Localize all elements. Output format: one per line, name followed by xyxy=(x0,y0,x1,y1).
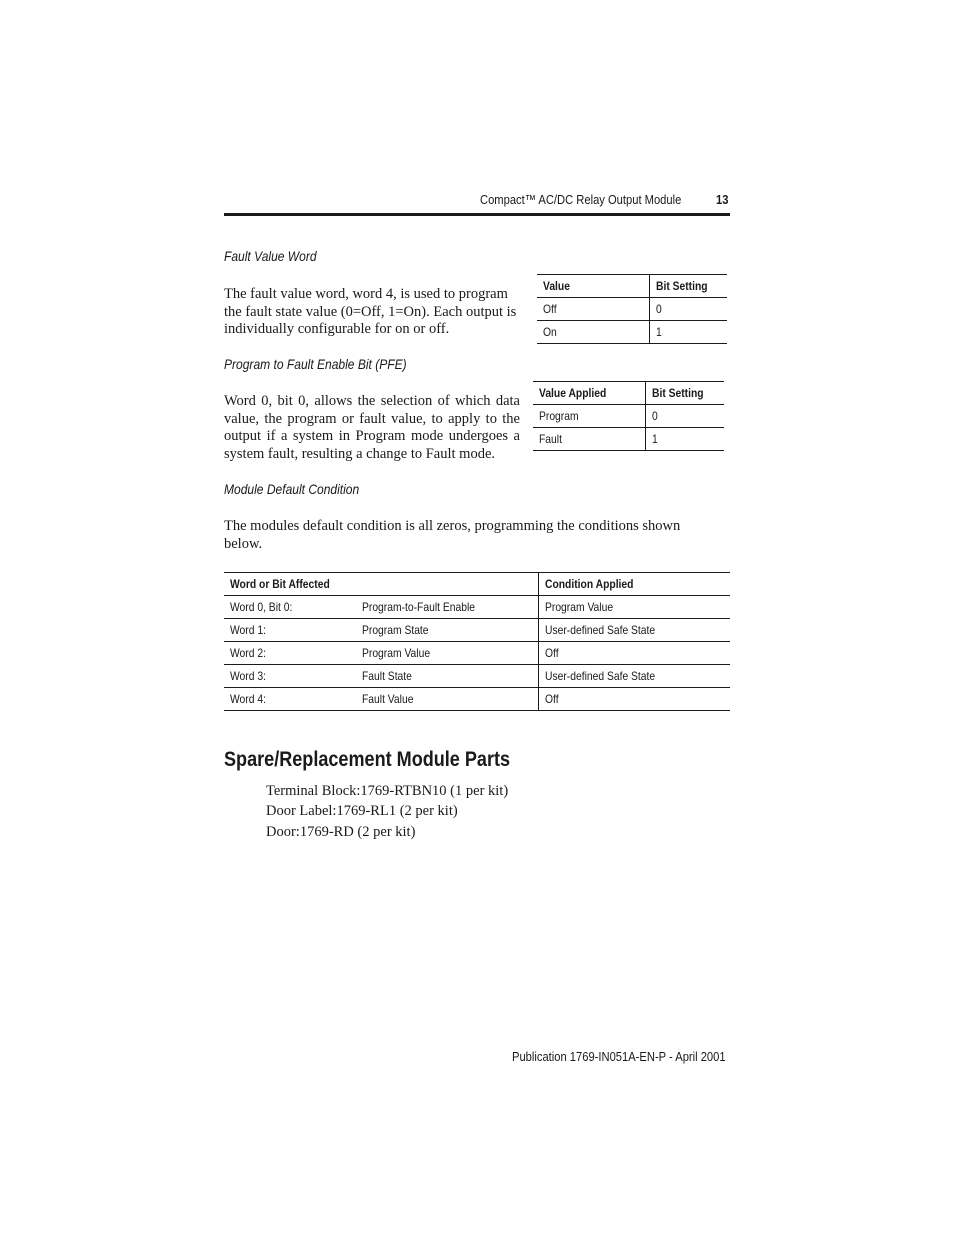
table-cell: 1 xyxy=(646,428,725,451)
table-header-cell: Value xyxy=(537,275,650,298)
table-row xyxy=(224,619,730,642)
table-cell: On xyxy=(537,321,650,344)
page-number: 13 xyxy=(716,192,729,207)
table-cell: 0 xyxy=(650,298,728,321)
table-cell: Program Value xyxy=(539,596,731,619)
header-rule xyxy=(224,213,730,216)
table-cell: Word 3: xyxy=(224,665,356,688)
table-row xyxy=(537,321,727,344)
table-cell: Program State xyxy=(356,619,539,642)
table-header-row xyxy=(533,382,724,405)
table-cell: User-defined Safe State xyxy=(539,619,731,642)
pfe-heading: Program to Fault Enable Bit (PFE) xyxy=(224,356,407,372)
list-item: Door:1769-RD (2 per kit) xyxy=(266,824,416,840)
table-cell: Word 1: xyxy=(224,619,356,642)
running-header-title: Compact™ AC/DC Relay Output Module xyxy=(480,192,682,207)
publication-footer: Publication 1769-IN051A-EN-P - April 2001 xyxy=(512,1049,726,1064)
table-header-row xyxy=(537,275,727,298)
table-header-cell: Condition Applied xyxy=(539,573,731,596)
table-row xyxy=(224,596,730,619)
table-header-row xyxy=(224,573,730,596)
table-cell: Off xyxy=(537,298,650,321)
default-condition-heading: Module Default Condition xyxy=(224,481,360,497)
table-row xyxy=(224,688,730,711)
table-cell: Fault Value xyxy=(356,688,539,711)
pfe-table xyxy=(533,381,724,451)
table-cell: Word 0, Bit 0: xyxy=(224,596,356,619)
table-cell: 1 xyxy=(650,321,728,344)
table-cell: Program xyxy=(533,405,646,428)
table-cell: Off xyxy=(539,642,731,665)
table-header-cell: Bit Setting xyxy=(650,275,728,298)
spare-parts-heading: Spare/Replacement Module Parts xyxy=(224,748,511,771)
fault-value-word-heading: Fault Value Word xyxy=(224,248,317,264)
table-cell: Program Value xyxy=(356,642,539,665)
list-item: Door Label:1769-RL1 (2 per kit) xyxy=(266,803,458,819)
table-cell: Word 2: xyxy=(224,642,356,665)
table-row xyxy=(533,405,724,428)
table-row xyxy=(224,665,730,688)
table-cell: 0 xyxy=(646,405,725,428)
table-header-cell: Bit Setting xyxy=(646,382,725,405)
default-condition-body: The modules default condition is all zeros, programming the conditions shown below. xyxy=(224,518,681,552)
table-cell: Off xyxy=(539,688,731,711)
pfe-body: Word 0, bit 0, allows the selection of which data value, the program or fault value, to apply to the output if a system in Program mode undergoes a system fault, resulting a change to Fault mode. xyxy=(224,393,520,462)
table-row xyxy=(533,428,724,451)
table-cell: Word 4: xyxy=(224,688,356,711)
table-header-cell: Value Applied xyxy=(533,382,646,405)
table-header-cell: Word or Bit Affected xyxy=(224,573,539,596)
fault-value-table xyxy=(537,274,727,344)
list-item: Terminal Block:1769-RTBN10 (1 per kit) xyxy=(266,783,509,799)
table-cell: Fault xyxy=(533,428,646,451)
default-condition-table xyxy=(224,572,730,711)
fault-value-word-body: The fault value word, word 4, is used to program the fault state value (0=Off, 1=On). Each output is individually configurable for on or off. xyxy=(224,286,517,337)
table-row xyxy=(537,298,727,321)
table-cell: Program-to-Fault Enable xyxy=(356,596,539,619)
table-cell: Fault State xyxy=(356,665,539,688)
table-row xyxy=(224,642,730,665)
table-cell: User-defined Safe State xyxy=(539,665,731,688)
